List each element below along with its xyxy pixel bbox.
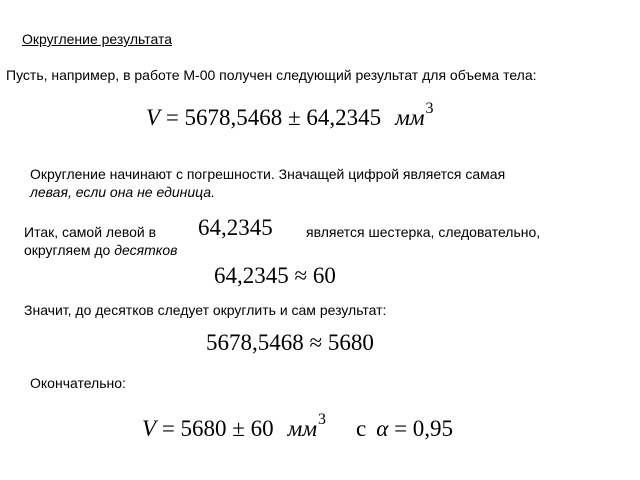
formula-value: = 5680 ± 60 — [156, 416, 274, 441]
step-text-suffix: является шестерка, следовательно, — [306, 224, 541, 240]
rule-text-line1: Округление начинают с погрешности. Значащей цифрой является самая — [30, 166, 506, 182]
formula-exponent: 3 — [425, 100, 434, 117]
formula-variable-v: V — [142, 416, 157, 441]
section-heading: Округление результата — [22, 31, 172, 47]
formula-final-result — [142, 411, 454, 446]
step-text-prefix: Итак, самой левой в — [24, 224, 157, 240]
formula-alpha: α — [376, 416, 389, 441]
formula-unit: мм — [395, 105, 425, 130]
formula-result-volume — [146, 100, 434, 135]
intro-text: Пусть, например, в работе М-00 получен следующий результат для объема тела: — [6, 67, 537, 83]
step-text-line2 — [24, 242, 177, 259]
final-label: Окончательно: — [30, 375, 126, 391]
step-text-italic: десятков — [114, 242, 178, 258]
step-text-plain: округляем до — [24, 242, 115, 258]
formula-rounding-error: 64,2345 ≈ 60 — [214, 263, 336, 288]
formula-value: = 5678,5468 ± 64,2345 — [160, 105, 382, 130]
formula-conjunction: с — [356, 416, 367, 441]
step2-text: Значит, до десятков следует округлить и сам результат: — [24, 302, 387, 318]
formula-alpha-value: = 0,95 — [388, 416, 454, 441]
formula-exponent: 3 — [318, 411, 327, 428]
step-number: 64,2345 — [198, 215, 273, 240]
formula-rounding-result: 5678,5468 ≈ 5680 — [206, 330, 374, 355]
formula-unit: мм — [287, 416, 318, 441]
rule-text-line2: левая, если она не единица. — [30, 184, 215, 200]
formula-variable-v: V — [146, 105, 161, 130]
